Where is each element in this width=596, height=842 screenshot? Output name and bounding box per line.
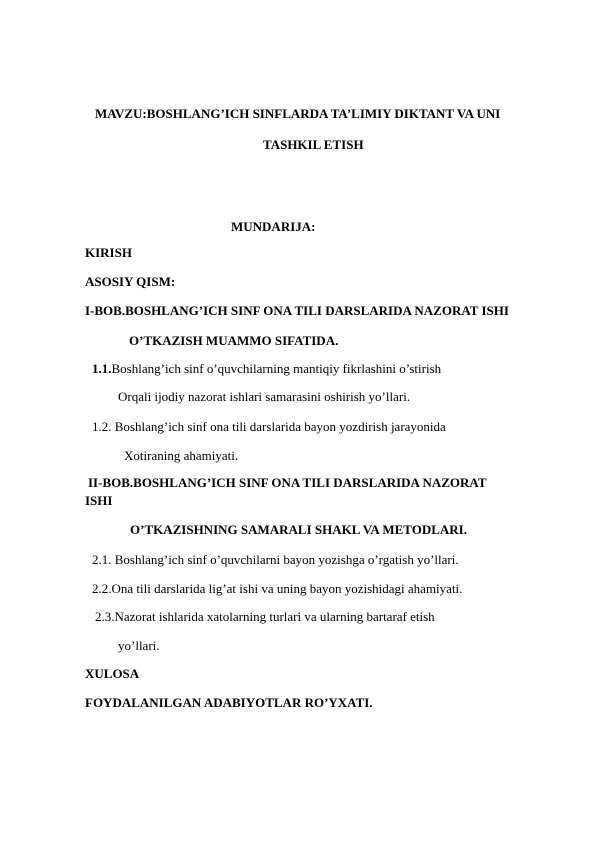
toc-chapter1-line1: I-BOB.BOSHLANG’ICH SINF ONA TILI DARSLARIDA NAZORAT ISHI: [85, 303, 509, 318]
toc-section-2-3-line1: 2.3.Nazorat ishlarida xatolarning turlari va ularning bartaraf etish: [95, 609, 435, 624]
title-line-2: TASHKIL ETISH: [263, 137, 364, 152]
toc-section-2-3-line2: yo’llari.: [118, 638, 160, 653]
toc-section-1-1-text: Boshlang’ich sinf o’quvchilarning mantiqiy fikrlashini o’stirish: [111, 361, 442, 376]
toc-intro: KIRISH: [85, 245, 132, 260]
toc-main-part: ASOSIY QISM:: [85, 274, 176, 289]
toc-section-1-2-line2: Xotiraning ahamiyati.: [124, 448, 239, 463]
toc-conclusion: XULOSA: [85, 666, 140, 681]
toc-section-1-1-line1: [92, 361, 441, 377]
toc-section-1-2-line1: 1.2. Boshlang’ich sinf ona tili darslarida bayon yozdirish jarayonida: [92, 419, 446, 434]
toc-section-1-1-number: 1.1.: [92, 361, 112, 376]
toc-references: FOYDALANILGAN ADABIYOTLAR RO’YXATI.: [85, 695, 373, 710]
toc-chapter2-line2: ISHI: [85, 493, 113, 508]
toc-section-2-2: 2.2.Ona tili darslarida lig’at ishi va uning bayon yozishidagi ahamiyati.: [92, 581, 463, 596]
toc-section-1-1-line2: Orqali ijodiy nazorat ishlari samarasini oshirish yo’llari.: [118, 389, 411, 404]
toc-chapter2-line1: II-BOB.BOSHLANG’ICH SINF ONA TILI DARSLARIDA NAZORAT: [88, 475, 487, 490]
contents-heading: MUNDARIJA:: [231, 219, 316, 234]
toc-chapter2-line3: O’TKAZISHNING SAMARALI SHAKL VA METODLARI.: [130, 522, 467, 537]
title-line-1: MAVZU:BOSHLANG’ICH SINFLARDA TA’LIMIY DIKTANT VA UNI: [95, 106, 501, 121]
toc-chapter1-line2: O’TKAZISH MUAMMO SIFATIDA.: [129, 333, 339, 348]
toc-section-2-1: 2.1. Boshlang’ich sinf o’quvchilarni bayon yozishga o’rgatish yo’llari.: [92, 552, 459, 567]
